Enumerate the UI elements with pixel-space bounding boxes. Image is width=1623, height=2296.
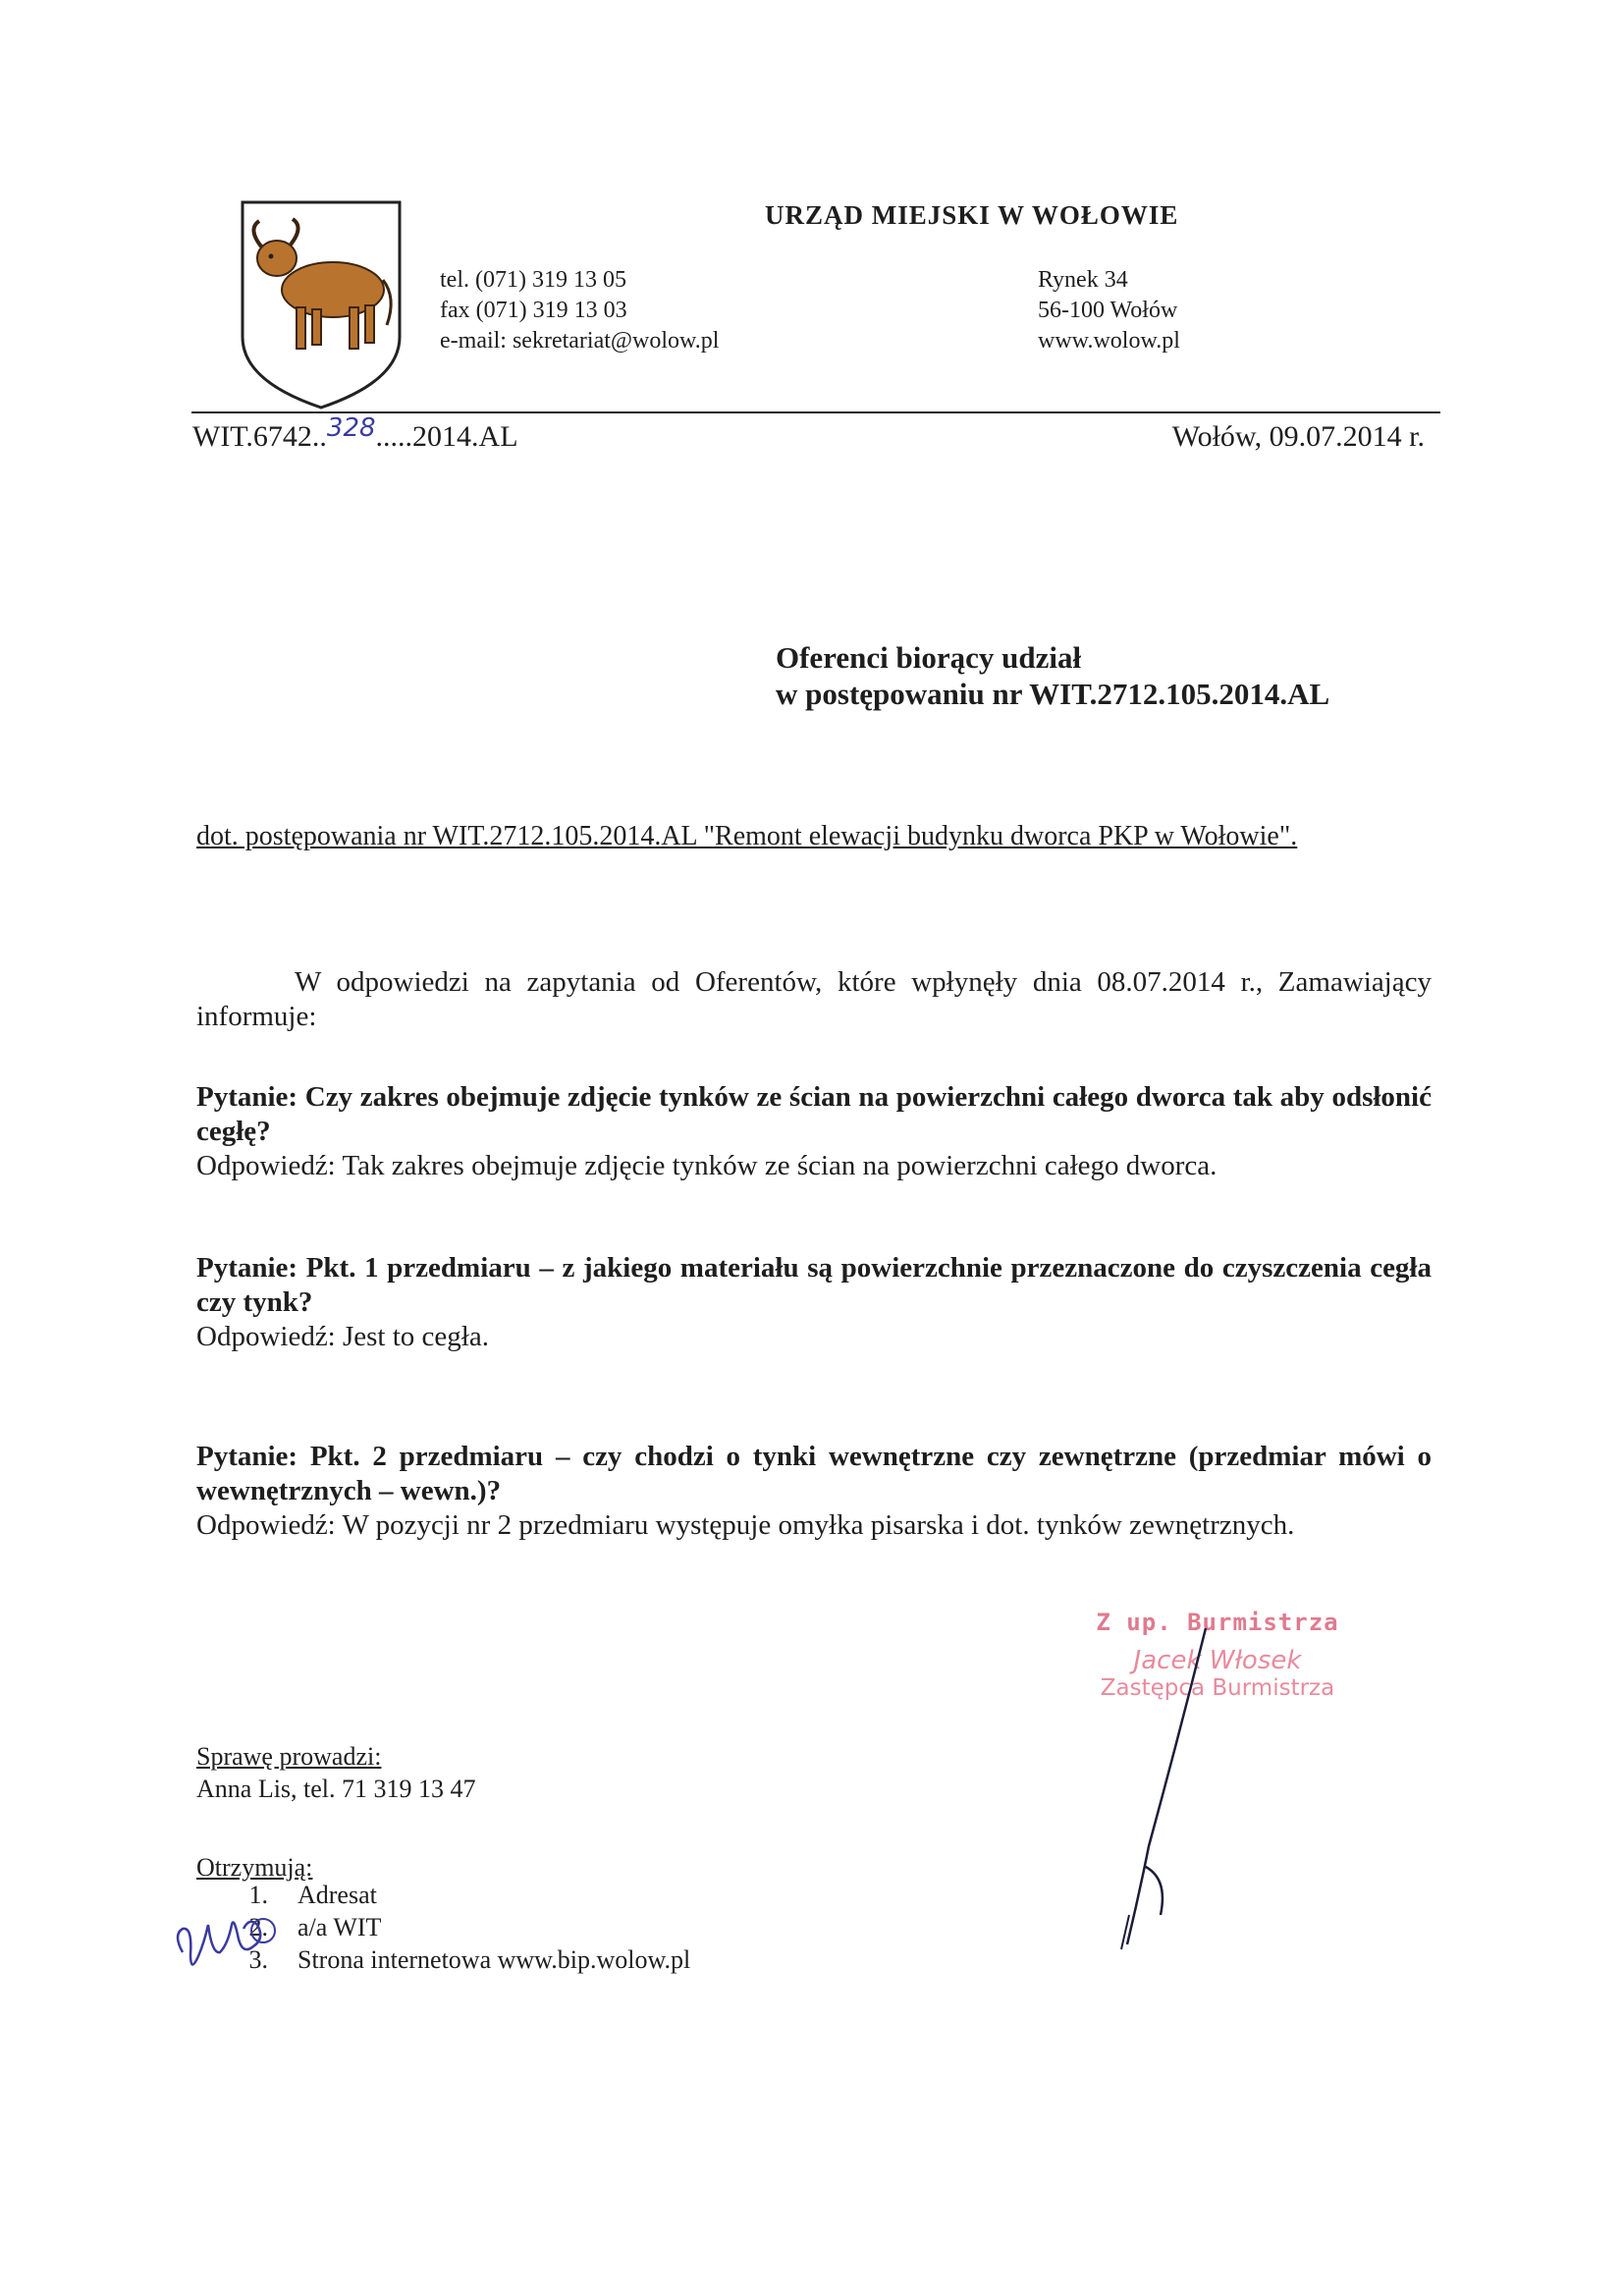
item-text: Strona internetowa www.bip.wolow.pl bbox=[298, 1945, 691, 1974]
question: Pytanie: Pkt. 1 przedmiaru – z jakiego materiału są powierzchnie przeznaczone do czyszczenia cegła czy tynk? bbox=[196, 1252, 1432, 1318]
item-number: 3. bbox=[248, 1945, 268, 1974]
phone: tel. (071) 319 13 05 bbox=[440, 267, 626, 293]
qa-item-3 bbox=[196, 1440, 1432, 1543]
recipient bbox=[776, 639, 1329, 712]
email: e-mail: sekretariat@wolow.pl bbox=[440, 328, 720, 354]
coat-of-arms-ox-icon bbox=[240, 199, 403, 410]
item-number: 2. bbox=[248, 1913, 268, 1941]
subject-line: dot. postępowania nr WIT.2712.105.2014.AL "Remont elewacji budynku dworca PKP w Wołowie". bbox=[196, 821, 1298, 851]
website: www.wolow.pl bbox=[1038, 328, 1180, 354]
answer: Odpowiedź: Tak zakres obejmuje zdjęcie tynków ze ścian na powierzchni całego dworca. bbox=[196, 1150, 1217, 1181]
item-number: 1. bbox=[248, 1881, 268, 1909]
signature-icon bbox=[1100, 1620, 1217, 1954]
address-block bbox=[1038, 265, 1180, 356]
handler-contact: Anna Lis, tel. 71 319 13 47 bbox=[196, 1775, 476, 1803]
recipients-label: Otrzymują: bbox=[196, 1853, 313, 1882]
item-text: a/a WIT bbox=[298, 1913, 382, 1941]
handwritten-initials-icon bbox=[169, 1895, 277, 1984]
header-divider bbox=[191, 411, 1440, 413]
recipient-line-1: Oferenci biorący udział bbox=[776, 640, 1082, 675]
recipient-line-2: w postępowaniu nr WIT.2712.105.2014.AL bbox=[776, 677, 1330, 711]
fax: fax (071) 319 13 03 bbox=[440, 298, 627, 323]
contact-block bbox=[440, 265, 719, 356]
stamp-title: Zastępca Burmistrza bbox=[1100, 1675, 1335, 1701]
answer: Odpowiedź: Jest to cegła. bbox=[196, 1321, 489, 1352]
question: Pytanie: Pkt. 2 przedmiaru – czy chodzi o tynki wewnętrzne czy zewnętrzne (przedmiar mówi o wewnętrznych – wewn.)? bbox=[196, 1441, 1432, 1506]
place-date: Wołów, 09.07.2014 r. bbox=[1171, 420, 1425, 453]
qa-item-1 bbox=[196, 1080, 1432, 1183]
city: 56-100 Wołów bbox=[1038, 298, 1178, 323]
reference-handwritten-number: 328 bbox=[326, 413, 376, 443]
stamp-name: Jacek Włosek bbox=[1133, 1646, 1302, 1675]
item-text: Adresat bbox=[298, 1881, 377, 1909]
reference-prefix: WIT.6742.. bbox=[192, 420, 327, 453]
stamp-authority: Z up. Burmistrza bbox=[1096, 1609, 1339, 1636]
office-name: URZĄD MIEJSKI W WOŁOWIE bbox=[765, 200, 1179, 230]
question: Pytanie: Czy zakres obejmuje zdjęcie tynków ze ścian na powierzchni całego dworca tak aby odsłonić cegłę? bbox=[196, 1081, 1432, 1147]
reference-number bbox=[192, 413, 518, 455]
intro-paragraph: W odpowiedzi na zapytania od Oferentów, które wpłynęły dnia 08.07.2014 r., Zamawiający informuje: bbox=[196, 966, 1432, 1032]
reference-suffix: .....2014.AL bbox=[375, 420, 518, 453]
street: Rynek 34 bbox=[1038, 267, 1128, 293]
answer: Odpowiedź: W pozycji nr 2 przedmiaru występuje omyłka pisarska i dot. tynków zewnętrznych. bbox=[196, 1509, 1295, 1541]
handler-label: Sprawę prowadzi: bbox=[196, 1742, 382, 1771]
qa-item-2 bbox=[196, 1251, 1432, 1354]
